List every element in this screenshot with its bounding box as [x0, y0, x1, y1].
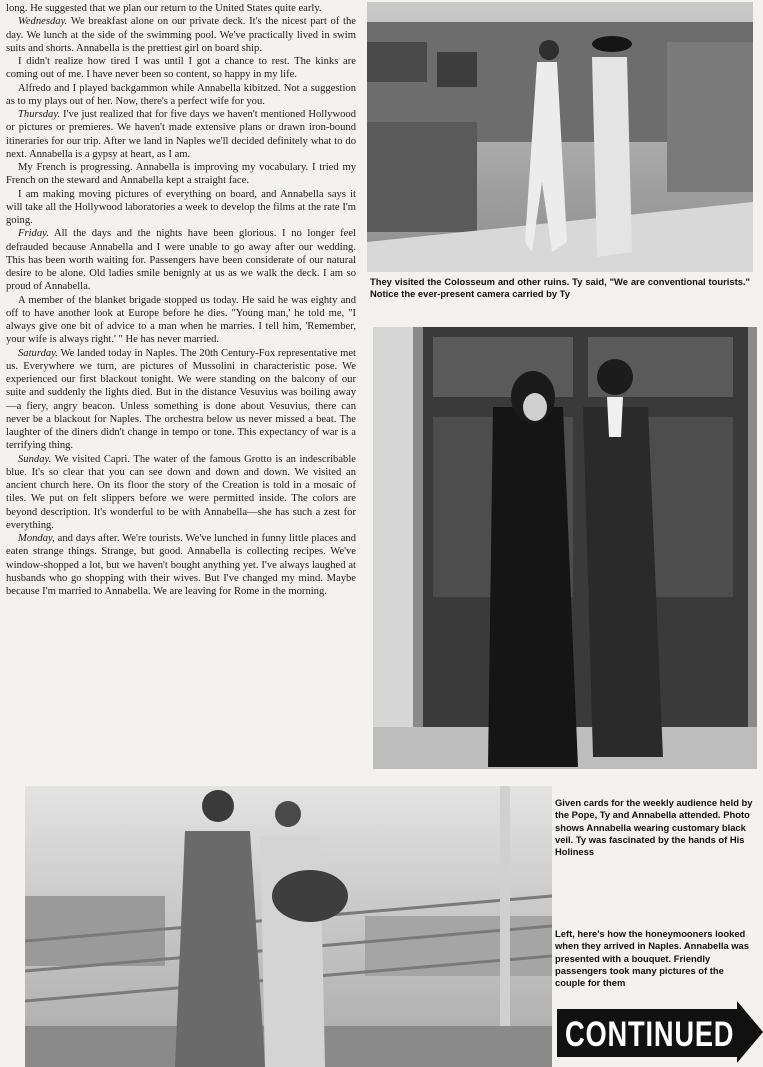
day-label: Friday. — [18, 228, 49, 240]
pope-audience-caption: Given cards for the weekly audience held by the Pope, Ty and Annabella attended. Photo shows Annabella wearing customary black veil. Ty was fascinated by the hands of His Holiness — [555, 797, 753, 858]
paragraph-text: We landed today in Naples. The 20th Century-Fox representative met us. Everywhere we turn, are pictures of Mussolini in characteristic pose. We experienced our first blackout tonight. We were standing on the balcony of our suite and suddenly the lights died. But in the distance Vesuvius was boiling away—a fiery, angry beacon. Unless something is done about Vesuvius, there can never be a blackout for Naples. The orchestra below us never missed a beat. The laughter of the diners didn't change in tempo or tone. This expectancy of war is a terrifying thing. — [6, 347, 356, 452]
continued-banner — [557, 1001, 763, 1063]
colosseum-caption: They visited the Colosseum and other ruins. Ty said, "We are conventional tourists." Notice the ever-present camera carried by Ty — [370, 276, 750, 299]
day-label: Saturday. — [18, 347, 58, 359]
paragraph: A member of the blanket brigade stopped us today. He said he was eighty and off to have another look at Europe before he dies. "Young man,' he told me, "I always give one bit of advice to a man when he marries. I tell him, 'Remember, your wife is always right.' " He has never married. — [6, 294, 356, 346]
paragraph: My French is progressing. Annabella is improving my vocabulary. I tried my French on the steward and Annabella kept a straight face. — [6, 162, 356, 187]
continued-label: CONTINUED — [565, 1015, 735, 1054]
naples-arrival-photo — [25, 786, 552, 1067]
article-body — [6, 2, 356, 598]
paragraph-text: and days after. We're tourists. We've lunched in funny little places and eaten strange things. Strange, but good. Annabella is collecting recipes. We've window-shopped a lot, but we haven't bought anything yet. I've always laughed at husbands who go shopping with their wives. But I've changed my mind. Maybe because I'm married to Annabella. We are leaving for Rome in the morning. — [6, 533, 356, 597]
day-label: Thursday. — [18, 109, 61, 120]
paragraph: long. He suggested that we plan our return to the United States quite early. — [6, 3, 322, 14]
paragraph-saturday — [6, 347, 356, 453]
paragraph-text: All the days and the nights have been glorious. I no longer feel defrauded because Annabella and I were unable to go away after our wedding. This has been worth waiting for. Passengers have been considerate of our natural desire to be alone. Old ladies smile benignly at us as we walk the deck. I am so proud of Annabella. — [6, 228, 356, 293]
day-label: Monday, — [18, 533, 55, 544]
paragraph: Alfredo and I played backgammon while Annabella kibitzed. Not a suggestion as to my plays out of her. Now, there's a perfect wife for you. — [6, 82, 356, 107]
naples-arrival-caption: Left, here's how the honeymooners looked when they arrived in Naples. Annabella was presented with a bouquet. Friendly passengers took many pictures of the couple for them — [555, 928, 749, 989]
colosseum-photo — [367, 2, 753, 272]
paragraph-friday — [6, 227, 356, 293]
paragraph: I didn't realize how tired I was until I got a chance to rest. The kinks are coming out of me. I have never been so content, so happy in my life. — [6, 56, 356, 81]
paragraph-thursday — [6, 108, 356, 161]
pope-audience-photo — [373, 327, 757, 769]
paragraph-text: I've just realized that for five days we haven't mentioned Hollywood or pictures or premieres. We haven't made extensive plans or drawn iron-bound itineraries for our trip. After we land in Naples we'll decided definitely what to do next. Annabella is a gypsy at heart, as I am. — [6, 109, 356, 160]
paragraph-sunday — [6, 453, 356, 533]
day-label: Wednesday. — [18, 16, 68, 28]
paragraph: I am making moving pictures of everything on board, and Annabella says it will take all the Hollywood laboratories a week to develop the films at the rate I'm going. — [6, 188, 356, 226]
day-label: Sunday. — [18, 453, 52, 465]
paragraph-text: We visited Capri. The water of the famous Grotto is an indescribable blue. It's so clear that you can see down and down and down. We visited an ancient church here. On its floor the story of the Creation is told in a mosaic of tiles. We put on felt slippers before we were permitted inside. The colors are beyond description. It's wonderful to be with Annabella—she has such a zest for everything. — [6, 453, 356, 531]
paragraph-monday — [6, 532, 356, 598]
paragraph-wednesday — [6, 15, 356, 55]
paragraph-text: We breakfast alone on our private deck. It's the nicest part of the day. We lunch at the side of the swimming pool. We've practically lived in swim suits and shorts. Annabella is the prettiest girl on board ship. — [6, 16, 356, 54]
